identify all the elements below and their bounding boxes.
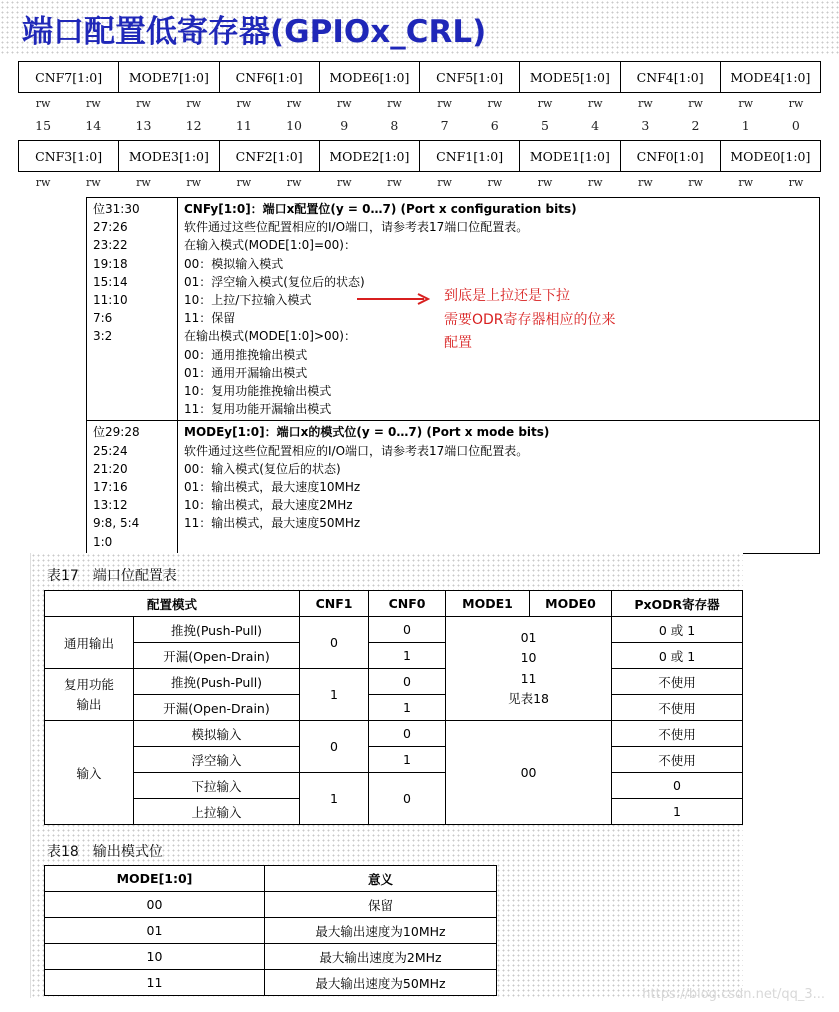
- bit-number-row: [18, 118, 821, 133]
- bit-number: 5: [540, 118, 549, 133]
- access-label: rw: [186, 97, 201, 110]
- access-label: rw: [387, 176, 402, 189]
- odr-cell: 0 或 1: [612, 643, 743, 669]
- group-general-output: 通用输出: [45, 617, 134, 669]
- mode-value: 见表18: [508, 691, 549, 706]
- page-title: 端口配置低寄存器(GPIOx_CRL): [22, 14, 487, 50]
- description-line: 11：输出模式，最大速度50MHz: [184, 516, 361, 531]
- table17-port-config: [44, 590, 743, 825]
- field-cnf3: CNF3[1:0]: [19, 141, 119, 172]
- access-label: rw: [136, 176, 151, 189]
- mode-bits-cell: 11: [45, 970, 265, 996]
- access-label: rw: [638, 176, 653, 189]
- bit-range: 15:14: [93, 274, 128, 289]
- cnf-bit-positions: [87, 198, 178, 421]
- access-label: rw: [85, 97, 101, 110]
- mode-bits-cell: 01: [45, 918, 265, 944]
- access-label: rw: [286, 176, 302, 189]
- bit-number: 9: [340, 118, 349, 133]
- bit-range: 27:26: [93, 220, 128, 235]
- field-cnf1: CNF1[1:0]: [420, 141, 520, 172]
- description-line: 软件通过这些位配置相应的I/O端口，请参考表17端口位配置表。: [184, 220, 529, 235]
- description-line: 10：复用功能推挽输出模式: [184, 384, 332, 399]
- cnf1-cell: 1: [300, 669, 369, 721]
- access-label: rw: [85, 176, 101, 189]
- access-label: rw: [437, 176, 452, 189]
- mode-cell: 模拟输入: [134, 721, 300, 747]
- access-label: rw: [136, 97, 151, 110]
- bit-range: 13:12: [93, 498, 128, 513]
- group-alt-output: [45, 669, 134, 721]
- mode-cell: 开漏(Open-Drain): [134, 695, 300, 721]
- mode-description: [178, 421, 820, 553]
- field-mode5: MODE5[1:0]: [520, 62, 620, 93]
- description-line: 软件通过这些位配置相应的I/O端口，请参考表17端口位配置表。: [184, 443, 529, 458]
- access-label: rw: [688, 97, 703, 110]
- bit-number: 1: [741, 118, 750, 133]
- bit-range: 位29:28: [93, 425, 140, 440]
- bit-number: 8: [390, 118, 399, 133]
- description-line: 00：通用推挽输出模式: [184, 347, 308, 362]
- description-line: 01：输出模式，最大速度10MHz: [184, 480, 361, 495]
- description-line: 10：输出模式，最大速度2MHz: [184, 498, 353, 513]
- meaning-cell: 最大输出速度为50MHz: [265, 970, 497, 996]
- output-mode-values: [446, 617, 612, 721]
- odr-cell: 0: [612, 773, 743, 799]
- col-header-mode: 配置模式: [45, 591, 300, 617]
- bit-range: 位31:30: [93, 202, 140, 216]
- col-header-meaning: 意义: [265, 866, 497, 892]
- bit-number: 0: [791, 118, 800, 133]
- bit-number: 7: [440, 118, 449, 133]
- description-line: 11：复用功能开漏输出模式: [184, 402, 332, 417]
- field-mode6: MODE6[1:0]: [319, 62, 419, 93]
- group-input: 输入: [45, 721, 134, 825]
- cnf1-cell: 1: [300, 773, 369, 825]
- description-line: 01：浮空输入模式(复位后的状态): [184, 274, 365, 289]
- cnf0-cell: 1: [369, 747, 446, 773]
- register-low-table: [18, 140, 821, 172]
- access-label: rw: [35, 97, 51, 110]
- bit-description-table: [86, 197, 820, 554]
- cnf0-cell: 0: [369, 617, 446, 643]
- annotation-arrow-icon: [356, 293, 430, 305]
- bit-number: 14: [85, 118, 102, 133]
- col-header-cnf0: CNF0: [369, 591, 446, 617]
- access-label: rw: [186, 176, 201, 189]
- cnf0-cell: 0: [369, 773, 446, 825]
- table17-title: 端口位配置表: [92, 568, 177, 584]
- col-header-mode1: MODE1: [446, 591, 530, 617]
- access-label: rw: [236, 97, 252, 110]
- bit-number: 11: [235, 118, 252, 133]
- access-label: rw: [487, 97, 503, 110]
- access-label: rw: [688, 176, 703, 189]
- mode-cell: 浮空输入: [134, 747, 300, 773]
- bit-range: 25:24: [93, 443, 128, 458]
- cnf1-cell: 0: [300, 721, 369, 773]
- field-cnf4: CNF4[1:0]: [620, 62, 720, 93]
- mode-heading: MODEy[1:0]：端口x的模式位(y = 0…7) (Port x mode bits): [184, 425, 550, 440]
- access-label: rw: [336, 176, 352, 189]
- cnf0-cell: 0: [369, 721, 446, 747]
- mode-value: 01: [520, 629, 537, 645]
- bit-range: 3:2: [93, 329, 113, 344]
- mode-cell: 下拉输入: [134, 773, 300, 799]
- description-line: 10：上拉/下拉输入模式: [184, 293, 312, 308]
- bit-number: 2: [691, 118, 700, 133]
- field-mode2: MODE2[1:0]: [319, 141, 419, 172]
- register-high-table: [18, 61, 821, 93]
- bit-range: 17:16: [93, 480, 128, 495]
- bit-range: 1:0: [93, 534, 113, 549]
- bit-number: 6: [490, 118, 499, 133]
- access-label: rw: [35, 176, 51, 189]
- col-header-mode-bits: MODE[1:0]: [45, 866, 265, 892]
- access-label: rw: [738, 176, 754, 189]
- access-label: rw: [587, 97, 603, 110]
- access-label: rw: [286, 97, 302, 110]
- meaning-cell: 最大输出速度为10MHz: [265, 918, 497, 944]
- col-header-cnf1: CNF1: [300, 591, 369, 617]
- field-cnf5: CNF5[1:0]: [420, 62, 520, 93]
- bit-range: 9:8, 5:4: [93, 516, 140, 531]
- meaning-cell: 最大输出速度为2MHz: [265, 944, 497, 970]
- mode-cell: 推挽(Push-Pull): [134, 669, 300, 695]
- table18-number: 表18: [47, 844, 79, 860]
- table17-number: 表17: [47, 568, 79, 584]
- watermark-text: https://blog.csdn.net/qq_3...: [642, 987, 825, 1002]
- field-cnf6: CNF6[1:0]: [219, 62, 319, 93]
- field-mode3: MODE3[1:0]: [119, 141, 219, 172]
- mode-cell: 上拉输入: [134, 799, 300, 825]
- access-label: rw: [638, 97, 653, 110]
- mode-value: 10: [520, 650, 537, 665]
- bit-number: 15: [35, 118, 52, 133]
- access-label: rw: [587, 176, 603, 189]
- config-tables-panel: [30, 553, 743, 998]
- bit-range: 11:10: [93, 293, 128, 308]
- cnf-heading: CNFy[1:0]：端口x配置位(y = 0…7) (Port x configuration bits): [184, 202, 577, 216]
- bit-range: 19:18: [93, 256, 128, 271]
- cnf0-cell: 0: [369, 669, 446, 695]
- field-mode1: MODE1[1:0]: [520, 141, 620, 172]
- mode-cell: 推挽(Push-Pull): [134, 617, 300, 643]
- access-label: rw: [236, 176, 252, 189]
- table18-caption: [47, 841, 163, 861]
- meaning-cell: 保留: [265, 892, 497, 918]
- field-mode7: MODE7[1:0]: [119, 62, 219, 93]
- input-mode-value: 00: [446, 721, 612, 825]
- access-label: rw: [487, 176, 503, 189]
- description-line: 在输入模式(MODE[1:0]=00)：: [184, 238, 356, 253]
- bit-range: 7:6: [93, 311, 113, 326]
- group-label-line: 复用功能: [63, 676, 114, 692]
- access-label: rw: [537, 97, 553, 110]
- col-header-pxodr: PxODR寄存器: [612, 591, 743, 617]
- cnf0-cell: 1: [369, 643, 446, 669]
- bit-number: 4: [591, 118, 600, 133]
- table18-output-mode: [44, 865, 497, 996]
- annotation-line: 需要ODR寄存器相应的位来: [444, 312, 616, 328]
- mode-bits-cell: 00: [45, 892, 265, 918]
- access-label: rw: [437, 97, 452, 110]
- cnf1-cell: 0: [300, 617, 369, 669]
- access-label: rw: [336, 97, 352, 110]
- odr-cell: 不使用: [612, 695, 743, 721]
- access-label: rw: [738, 97, 754, 110]
- bit-range: 23:22: [93, 238, 128, 253]
- bit-range: 21:20: [93, 461, 128, 476]
- cnf0-cell: 1: [369, 695, 446, 721]
- access-row-high: [18, 97, 821, 110]
- col-header-mode0: MODE0: [530, 591, 612, 617]
- annotation-line: 到底是上拉还是下拉: [444, 288, 570, 304]
- odr-cell: 1: [612, 799, 743, 825]
- odr-cell: 不使用: [612, 747, 743, 773]
- description-line: 00：模拟输入模式: [184, 256, 284, 271]
- title-band: [0, 0, 839, 56]
- bit-number: 3: [641, 118, 650, 133]
- bit-number: 10: [286, 118, 302, 133]
- field-mode4: MODE4[1:0]: [720, 62, 820, 93]
- field-cnf0: CNF0[1:0]: [620, 141, 720, 172]
- access-label: rw: [788, 97, 804, 110]
- odr-cell: 0 或 1: [612, 617, 743, 643]
- description-line: 01：通用开漏输出模式: [184, 365, 308, 380]
- mode-value: 11: [520, 670, 537, 686]
- description-line: 11：保留: [184, 311, 236, 326]
- bit-number: 13: [135, 118, 152, 133]
- table17-caption: [47, 565, 177, 585]
- description-line: 00：输入模式(复位后的状态): [184, 461, 341, 476]
- table18-title: 输出模式位: [92, 844, 163, 860]
- field-cnf2: CNF2[1:0]: [219, 141, 319, 172]
- mode-bit-positions: [87, 421, 178, 553]
- mode-bits-cell: 10: [45, 944, 265, 970]
- field-mode0: MODE0[1:0]: [720, 141, 820, 172]
- odr-cell: 不使用: [612, 669, 743, 695]
- bit-number: 12: [185, 118, 202, 133]
- description-line: 在输出模式(MODE[1:0]>00)：: [184, 329, 356, 344]
- access-row-low: [18, 176, 821, 189]
- access-label: rw: [387, 97, 402, 110]
- odr-cell: 不使用: [612, 721, 743, 747]
- access-label: rw: [537, 176, 553, 189]
- annotation-line: 配置: [444, 335, 472, 351]
- mode-cell: 开漏(Open-Drain): [134, 643, 300, 669]
- access-label: rw: [788, 176, 804, 189]
- field-cnf7: CNF7[1:0]: [19, 62, 119, 93]
- group-label-line: 输出: [76, 696, 102, 712]
